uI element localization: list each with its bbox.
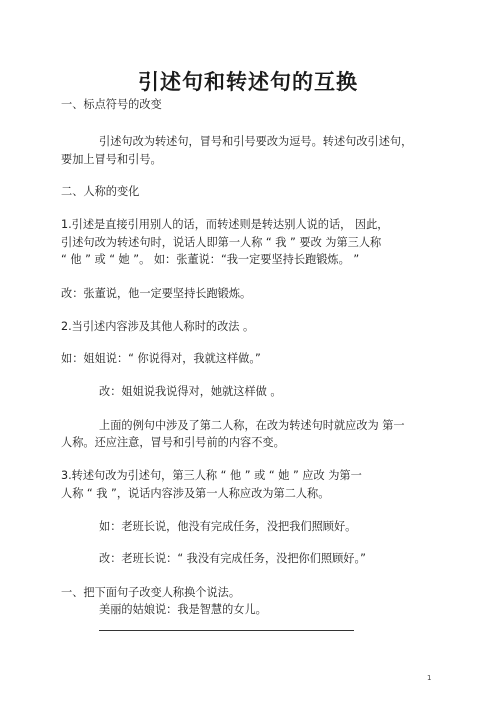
paragraph-line: 人称。还应注意，冒号和引号前的内容不变。 bbox=[61, 436, 285, 449]
paragraph-line: “ 他 ” 或 “ 她 ”。 如：张董说：“我一定要坚持长跑锻炼。 ” bbox=[61, 253, 360, 266]
paragraph-line: 2.当引述内容涉及其他人称时的改法 。 bbox=[61, 320, 255, 333]
page-title: 引述句和转述句的互换 bbox=[138, 70, 358, 94]
paragraph-line: 1.引述是直接引用别人的话，而转述则是转达别人说的话， 因此， bbox=[61, 218, 389, 231]
answer-blank-line bbox=[99, 630, 354, 631]
section-heading-punctuation: 一、标点符号的改变 bbox=[61, 98, 162, 111]
paragraph-line: 人称 “ 我 ”，说话内容涉及第一人称应改为第二人称。 bbox=[61, 487, 330, 500]
paragraph-line: 3.转述句改为引述句，第三人称 “ 他 ” 或 “ 她 ” 应改 为第一 bbox=[61, 469, 362, 482]
paragraph-line: 要加上冒号和引号。 bbox=[61, 153, 162, 166]
example-line: 改：姐姐说我说得对，她就这样做 。 bbox=[99, 385, 282, 398]
section-heading-person: 二、人称的变化 bbox=[61, 185, 140, 198]
example-line: 改：老班长说：“ 我没有完成任务，没把你们照顾好。” bbox=[99, 552, 366, 565]
page-number: 1 bbox=[427, 674, 432, 682]
paragraph-line: 引述句改为转述句，冒号和引号要改为逗号。转述句改引述句， bbox=[99, 135, 413, 148]
paragraph-line: 引述句改为转述句时，说话人即第一人称 “ 我 ” 要改 为第三人称 bbox=[61, 236, 382, 249]
example-line: 如：老班长说，他没有完成任务，没把我们照顾好。 bbox=[99, 520, 357, 533]
exercise-line: 美丽的姑娘说：我是智慧的女儿。 bbox=[99, 603, 267, 616]
paragraph-line: 改：张董说，他一定要坚持长跑锻炼。 bbox=[61, 287, 252, 300]
paragraph-line: 上面的例句中涉及了第二人称，在改为转述句时就应改为 第一 bbox=[99, 419, 405, 432]
example-line: 如：姐姐说：“ 你说得对，我就这样做。” bbox=[61, 352, 261, 365]
exercise-heading: 一、把下面句子改变人称换个说法。 bbox=[61, 586, 241, 599]
